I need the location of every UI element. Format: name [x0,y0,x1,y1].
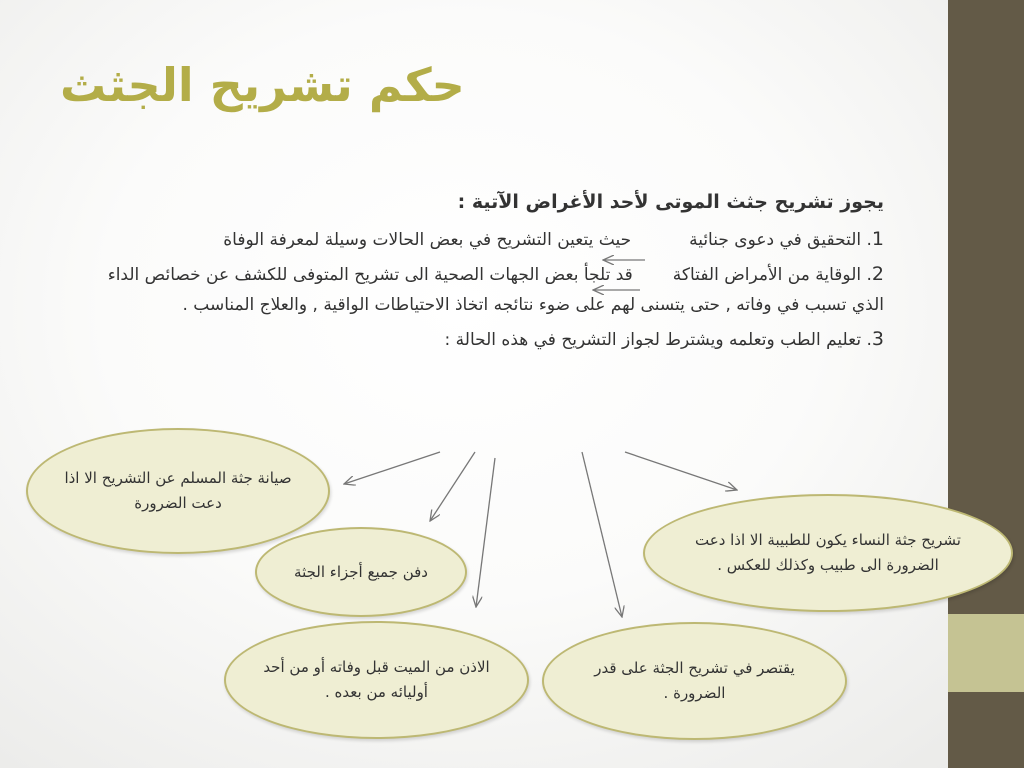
condition-protect-text: صيانة جثة المسلم عن التشريح الا اذا دعت الضرورة [64,469,292,512]
slide-body [80,186,884,359]
condition-permission [224,621,529,739]
arrow-to-necessity [582,452,622,617]
slide-title: حكم تشريح الجثث [60,58,465,112]
intro-line: يجوز تشريح جثث الموتى لأحد الأغراض الآتية : [457,191,884,213]
item-2-detail: قد تلجأ بعض الجهات الصحية الى تشريح المتوفى للكشف عن خصائص الداء الذي تسبب في وفاته , حتى يتسنى لهم على ضوء نتائجه اتخاذ الاحتياطات الواقية , والعلاج المناسب . [107,265,884,315]
item-1-detail: حيث يتعين التشريح في بعض الحالات وسيلة لمعرفة الوفاة [223,230,632,250]
item-2-number: 2 [871,263,884,285]
item-3-number: 3 [871,328,884,350]
condition-bury-text: دفن جميع أجزاء الجثة [294,562,428,581]
item-2 [80,259,884,320]
condition-women-text: تشريح جثة النساء يكون للطبيبة الا اذا دعت الضرورة الى طبيب وكذلك للعكس . [695,531,961,574]
item-2-label: . الوقاية من الأمراض الفتاكة [672,265,872,285]
arrow-to-protect [344,452,440,484]
arrow-to-permission [476,458,495,607]
side-bar-accent [948,614,1024,692]
condition-protect-body [26,428,330,554]
item-1-label: . التحقيق في دعوى جنائية [689,230,872,250]
item-3 [80,324,884,355]
condition-permission-text: الاذن من الميت قبل وفاته أو من أحد أوليائه من بعده . [263,658,490,701]
condition-necessity-text: يقتصر في تشريح الجثة على قدر الضرورة . [594,659,795,702]
condition-women [643,494,1013,612]
item-1-number: 1 [871,228,884,250]
condition-necessity [542,622,847,740]
arrow-to-burial [430,452,475,521]
arrow-to-women [625,452,737,490]
condition-bury-parts [255,527,467,617]
item-3-label: . تعليم الطب وتعلمه ويشترط لجواز التشريح في هذه الحالة : [444,330,872,350]
item-1 [80,224,884,255]
